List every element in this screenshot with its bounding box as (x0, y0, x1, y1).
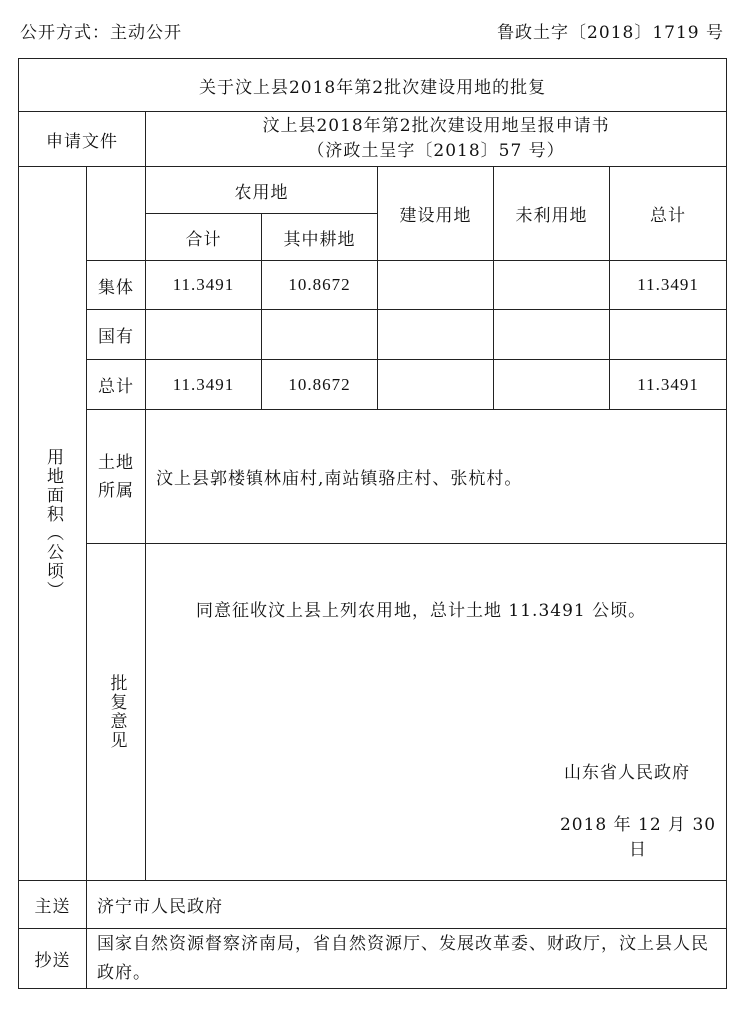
ownership-value: 汶上县郭楼镇林庙村,南站镇骆庄村、张杭村。 (146, 410, 727, 544)
col-total: 总计 (610, 167, 727, 261)
table-row (19, 360, 727, 410)
col-construction-land: 建设用地 (378, 167, 494, 261)
sum-total: 11.3491 (610, 360, 727, 410)
main-send-value: 济宁市人民政府 (87, 881, 727, 929)
application-document (146, 112, 727, 167)
col-agricultural-land: 农用地 (146, 167, 378, 214)
sum-cultivated: 10.8672 (262, 360, 378, 410)
cc-label: 抄送 (19, 929, 87, 989)
blank-corner-cell (87, 167, 146, 261)
table-row (19, 261, 727, 310)
collective-subtotal: 11.3491 (146, 261, 262, 310)
collective-unused (494, 261, 610, 310)
approval-date: 2018 年 12 月 30 日 (559, 815, 717, 860)
area-label-cell (19, 167, 87, 881)
main-send-label: 主送 (19, 881, 87, 929)
document-number: 鲁政土字〔2018〕1719 号 (497, 23, 724, 43)
collective-total: 11.3491 (610, 261, 727, 310)
collective-cultivated: 10.8672 (262, 261, 378, 310)
ownership-label (87, 410, 146, 544)
application-label: 申请文件 (19, 112, 146, 167)
form-title: 关于汶上县2018年第2批次建设用地的批复 (19, 59, 727, 112)
cc-value: 国家自然资源督察济南局，省自然资源厅、发展改革委、财政厅，汶上县人民政府。 (87, 929, 727, 989)
approval-label-cell (87, 544, 146, 881)
row-collective-label: 集体 (87, 261, 146, 310)
sum-construction (378, 360, 494, 410)
row-sum-label: 总计 (87, 360, 146, 410)
disclosure-mode: 公开方式：主动公开 (20, 23, 182, 43)
approval-text: 同意征收汶上县上列农用地，总计土地 11.3491 公顷。 (196, 601, 647, 621)
sum-subtotal: 11.3491 (146, 360, 262, 410)
state-subtotal (146, 310, 262, 360)
state-unused (494, 310, 610, 360)
application-line-1: 汶上县2018年第2批次建设用地呈报申请书 (262, 116, 610, 136)
ownership-label-line-1: 土地 (98, 452, 134, 473)
col-unused-land: 未利用地 (494, 167, 610, 261)
col-subtotal: 合计 (146, 214, 262, 261)
table-row (19, 310, 727, 360)
state-construction (378, 310, 494, 360)
state-cultivated (262, 310, 378, 360)
area-label: 用地面积（公顷） (43, 447, 63, 600)
application-line-2: （济政土呈字〔2018〕57 号） (307, 141, 565, 161)
row-state-label: 国有 (87, 310, 146, 360)
col-cultivated: 其中耕地 (262, 214, 378, 261)
approval-opinion-cell (146, 544, 727, 881)
ownership-label-line-2: 所属 (98, 480, 134, 501)
approval-label: 批复意见 (106, 674, 127, 750)
collective-construction (378, 261, 494, 310)
sum-unused (494, 360, 610, 410)
approval-form-table (18, 58, 727, 989)
state-total (610, 310, 727, 360)
approval-signer: 山东省人民政府 (564, 763, 690, 783)
